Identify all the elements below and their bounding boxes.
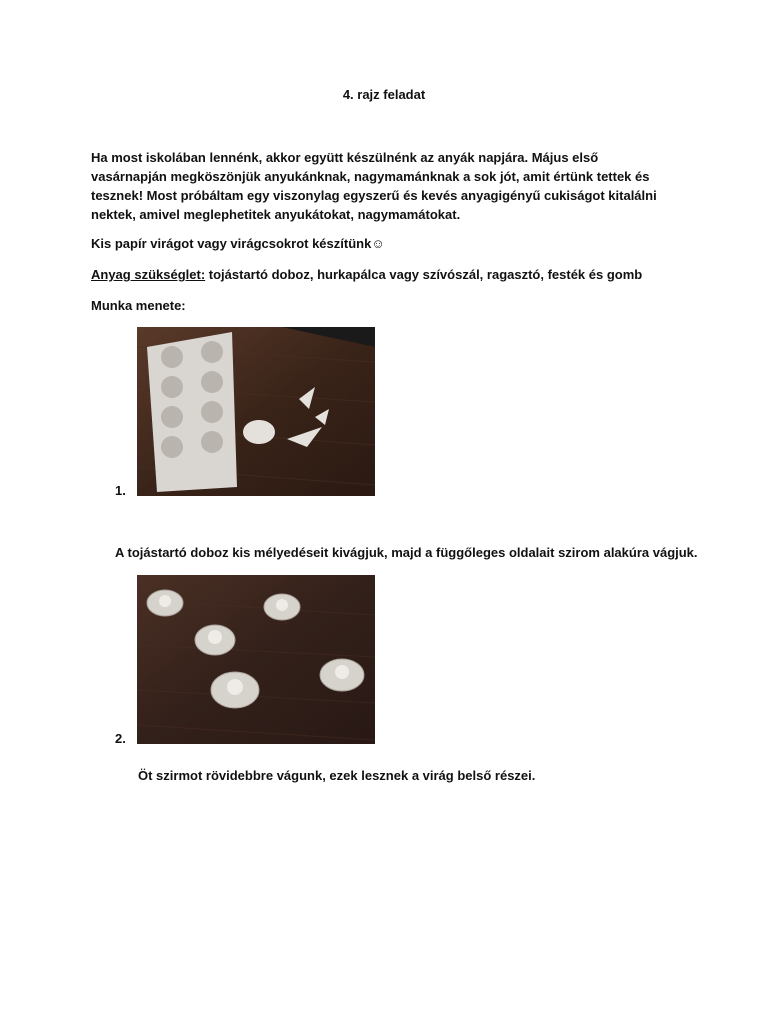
project-line — [91, 236, 711, 251]
materials-text: tojástartó doboz, hurkapálca vagy szívószál, ragasztó, festék és gomb — [205, 267, 643, 282]
materials-label: Anyag szükséglet: — [91, 267, 206, 282]
materials-line — [91, 267, 711, 282]
step-1-photo — [137, 327, 375, 496]
step-2-photo — [137, 575, 375, 744]
step-1-number: 1. — [115, 483, 126, 498]
page-title: 4. rajz feladat — [342, 87, 426, 102]
egg-carton-cut-image — [137, 327, 375, 496]
step-2-text: Öt szirmot rövidebbre vágunk, ezek lesznek a virág belső részei. — [138, 768, 536, 783]
project-text: Kis papír virágot vagy virágcsokrot készítünk — [91, 236, 372, 251]
smiley-icon: ☺ — [371, 236, 385, 251]
step-2-number: 2. — [115, 731, 126, 746]
carton-flowers-image — [137, 575, 375, 744]
intro-paragraph: Ha most iskolában lennénk, akkor együtt készülnénk az anyák napjára. Május első vasárnapján megköszönjük anyukánknak, nagymamánknak a sok jót, amit értünk tettek és tesznek! Most próbáltam egy viszonylag egyszerű és kevés anyagigényű cukiságot kitalálni nektek, amivel meglephetitek anyukátokat, nagymamátokat. — [91, 150, 657, 222]
step-1-text: A tojástartó doboz kis mélyedéseit kivágjuk, majd a függőleges oldalait szirom alakúra vágjuk. — [115, 545, 698, 560]
process-title: Munka menete: — [91, 298, 186, 313]
